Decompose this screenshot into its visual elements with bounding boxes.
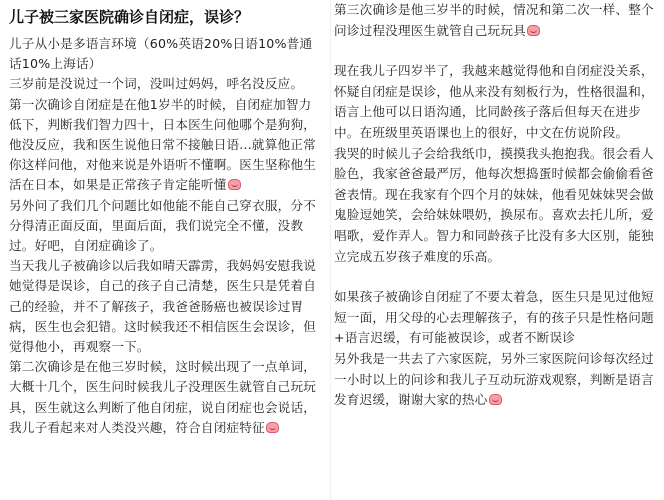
pig-face-icon (228, 179, 241, 190)
paragraph-third-diagnosis (334, 0, 656, 41)
paragraph-first-diagnosis (9, 95, 318, 196)
post-title: 儿子被三家医院确诊自闭症，误诊？ (9, 8, 250, 26)
pig-face-icon (489, 394, 502, 405)
paragraph-second-diagnosis-text: 第二次确诊是在他三岁时候，这时候出现了一点单词，大概十几个，医生问时候我儿子没理医生就管自己玩玩具，医生就这么判断了他自闭症，说自闭症也会说话，我儿子看起来对人类没兴趣，符合自闭症特征 (9, 359, 317, 435)
pig-face-icon (266, 422, 279, 433)
left-column (0, 0, 328, 500)
paragraph-spacer (334, 41, 656, 61)
paragraph-second-diagnosis (9, 357, 318, 438)
paragraph-other-hospitals (334, 349, 656, 411)
paragraph-other-hospitals-text: 另外我是一共去了六家医院，另外三家医院问诊每次经过一小时以上的问诊和我儿子互动玩游戏观察，判断是语言发育迟缓，谢谢大家的热心 (334, 350, 654, 408)
paragraph-spacer (334, 267, 656, 287)
paragraph-behavior: 我哭的时候儿子会给我纸巾，摸摸我头抱抱我。很会看人脸色，我家爸爸最严厉，他每次想捣蛋时候都会偷偷看爸爸表情。现在我家有个四个月的妹妹，他看见妹妹哭会做鬼脸逗她笑，会给妹妹喂奶，换尿布。喜欢去托儿所，爱唱歌，爱作弄人。智力和同龄孩子比没有多大区别，能独立完成五岁孩子难度的乐高。 (334, 145, 654, 264)
column-divider (330, 0, 331, 500)
paragraph-third-diagnosis-text: 第三次确诊是他三岁半的时候，情况和第二次一样、整个问诊过程没理医生就管自己玩玩具 (334, 2, 654, 38)
paragraph-current-status: 现在我儿子四岁半了，我越来越觉得他和自闭症没关系，怀疑自闭症是误诊，他从来没有刻板行为，性格很温和，语言上他可以日语沟通，比同龄孩子落后但每天在进步中。在班级里英语课也上的很好，中文在仿说阶段。 (334, 63, 654, 140)
paragraph-advice: 如果孩子被确诊自闭症了不要太着急，医生只是见过他短短一面，用父母的心去理解孩子，有的孩子只是性格问题+语言迟缓，有可能被误诊，或者不断误诊 (334, 289, 654, 346)
pig-face-icon (527, 25, 540, 36)
paragraph-reaction: 当天我儿子被确诊以后我如晴天霹雳，我妈妈安慰我说她觉得是误诊，自己的孩子自己清楚，医生只是凭着自己的经验，并不了解孩子，我爸爸肠癌也被误诊过胃病，医生也会犯错。这时候我还不相信医生会误诊，但觉得他小，再观察一下。 (9, 258, 317, 355)
paragraph-no-words: 三岁前是没说过一个词，没叫过妈妈，呼名没反应。 (9, 76, 304, 92)
paragraph-questions: 另外问了我们几个问题比如他能不能自己穿衣服，分不分得清正面反面，里面后面，我们说完全不懂，没教过。好吧，自闭症确诊了。 (9, 197, 317, 254)
paragraph-language-environment: 儿子从小是多语言环境（60%英语20%日语10%普通话10%上海话） (9, 36, 313, 72)
paragraph-first-diagnosis-text: 第一次确诊自闭症是在他1岁半的时候，自闭症加智力低下，判断我们智力四十，日本医生问他哪个是狗狗，他没反应，我和医生说他日常不接触日语...就算他正常你这样问他，对他来说是外语听不懂啊。医生坚称他生活在日本，如果是正常孩子肯定能听懂 (9, 96, 317, 193)
right-column (334, 0, 664, 500)
